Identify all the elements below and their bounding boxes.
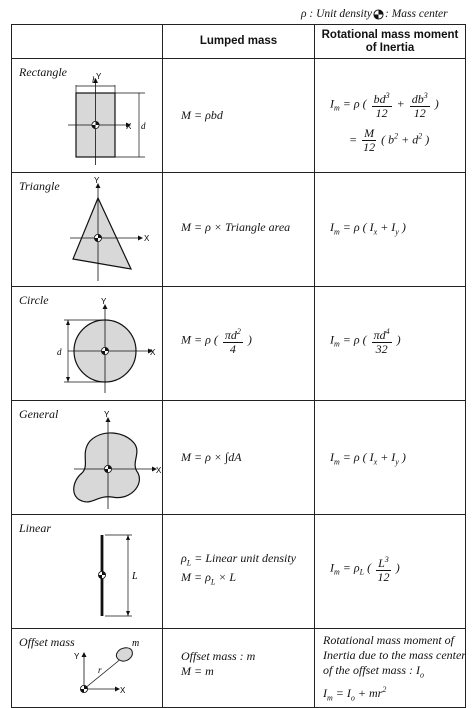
rot-cell	[315, 629, 466, 708]
header-rot-line2: of Inertia	[365, 41, 415, 54]
label-x: X	[126, 122, 132, 131]
rot-cell	[315, 173, 466, 287]
linear-figure	[12, 515, 163, 628]
shape-cell	[12, 515, 163, 629]
lumped-formula: Offset mass : m M = m	[181, 649, 256, 678]
shape-cell	[12, 59, 163, 173]
lumped-cell	[163, 401, 315, 515]
label-b: b	[92, 75, 97, 85]
label-y: Y	[96, 72, 102, 81]
rot-formula: $I_m = \rho_L$ ( $\frac{L^3}{12}$ )	[330, 555, 400, 584]
rot-cell	[315, 287, 466, 401]
header-row	[12, 25, 466, 59]
shape-cell	[12, 173, 163, 287]
lumped-formula: M = ρ × Triangle area	[181, 220, 291, 234]
legend	[0, 6, 474, 24]
mass-table	[11, 24, 466, 708]
label-x: X	[156, 466, 162, 475]
lumped-cell	[163, 59, 315, 173]
label-x: X	[144, 234, 150, 243]
lumped-cell	[163, 629, 315, 708]
lumped-formula: M = ρbd	[181, 108, 223, 122]
row-triangle	[12, 173, 466, 287]
label-l: L	[132, 571, 138, 582]
row-linear	[12, 515, 466, 629]
rot-formula: Rotational mass moment of Inertia due to the mass center of the offset mass : $I_o$ $I_m = I_o + mr^2$	[323, 633, 466, 703]
rot-formula: $I_m = \rho$ ( $I_x + I_y$ )	[330, 220, 406, 237]
row-circle	[12, 287, 466, 401]
shape-name: General	[19, 407, 59, 421]
label-m: m	[132, 638, 140, 649]
rot-formula: $I_m = \rho$ ( $I_x + I_y$ )	[330, 450, 406, 467]
shape-cell	[12, 401, 163, 515]
rot-cell	[315, 515, 466, 629]
shape-cell	[12, 629, 163, 708]
offset-mass-figure	[12, 629, 163, 707]
rot-cell	[315, 59, 466, 173]
mass-center-icon	[373, 9, 384, 20]
row-offset-mass	[12, 629, 466, 708]
general-figure	[12, 401, 163, 514]
unit-density-label: ρ : Unit density	[301, 8, 372, 20]
label-d: d	[57, 347, 62, 357]
row-general	[12, 401, 466, 515]
label-x: X	[120, 686, 126, 695]
label-x: X	[150, 348, 156, 357]
mass-center-label: : Mass center	[385, 8, 448, 20]
label-d: d	[141, 121, 146, 131]
shape-name: Circle	[19, 293, 49, 307]
rot-cell	[315, 401, 466, 515]
shape-name: Rectangle	[19, 65, 67, 79]
lumped-cell	[163, 173, 315, 287]
shape-cell	[12, 287, 163, 401]
triangle-figure	[12, 173, 163, 286]
label-y: Y	[94, 176, 100, 185]
shape-name: Linear	[19, 521, 52, 535]
header-rotational	[315, 25, 466, 59]
label-r: r	[98, 665, 102, 675]
label-y: Y	[104, 410, 110, 419]
label-y: Y	[101, 297, 107, 306]
header-lumped: Lumped mass	[163, 25, 315, 59]
lumped-cell	[163, 287, 315, 401]
header-shape	[12, 25, 163, 59]
shape-name: Offset mass	[19, 635, 75, 649]
header-rot-line1: Rotational mass moment	[321, 28, 459, 41]
circle-figure	[12, 287, 163, 400]
rot-formula-line2: = $\frac{M}{12}$ ( $b^2 + d^2$ )	[349, 126, 430, 154]
lumped-formula: M = ρ ( $\frac{\pi d^2}{4}$ )	[181, 327, 252, 356]
rectangle-figure	[12, 59, 163, 172]
rot-formula: $I_m = \rho$ ( $\frac{\pi d^4}{32}$ )	[330, 327, 401, 356]
lumped-cell	[163, 515, 315, 629]
rot-formula-line1: $I_m = \rho$ ( $\frac{bd^3}{12}$ + $\frac{db^3}{12}$ )	[330, 91, 439, 120]
lumped-formula: M = ρ × ∫dA	[181, 450, 242, 464]
row-rectangle	[12, 59, 466, 173]
label-y: Y	[74, 652, 80, 661]
lumped-formula: $\rho_L$ = Linear unit density $M = \rho_L \times L$	[181, 551, 296, 587]
shape-name: Triangle	[19, 179, 60, 193]
